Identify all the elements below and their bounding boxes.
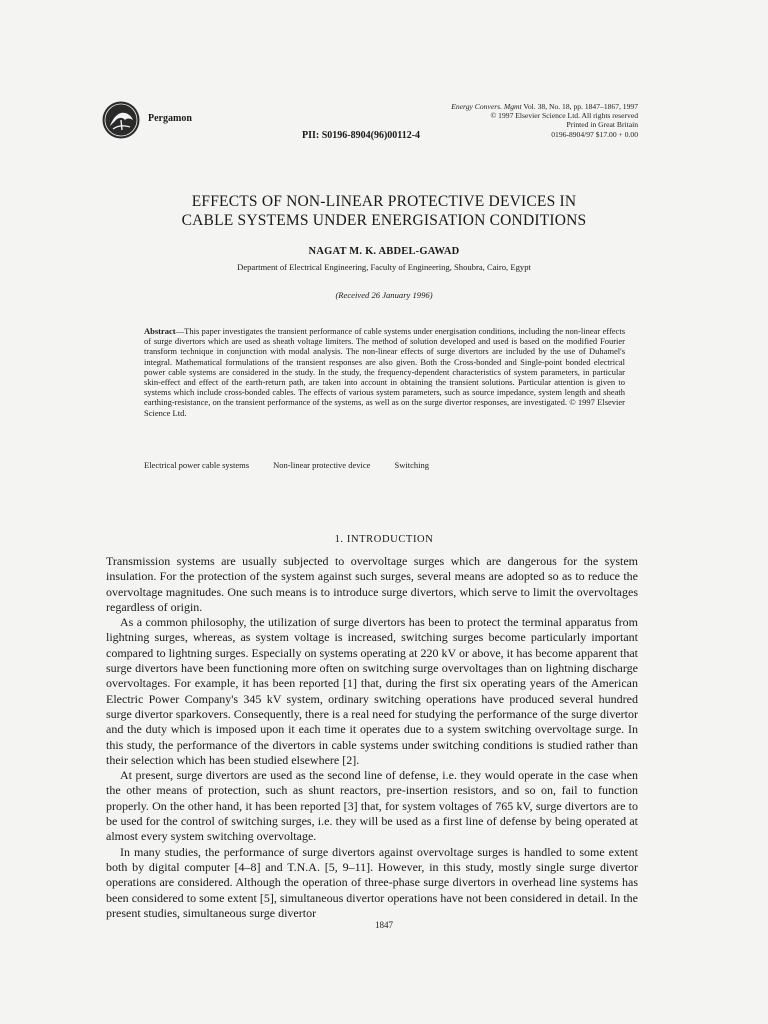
paragraph: In many studies, the performance of surge divertors against overvoltage surges is handled to some extent both by digital computer [4–8] and T.N.A. [5, 9–11]. However, in this study, mostly single surge divertor operations are considered. Although the operation of three-phase surge divertors in overhead line systems has been considered to some extent [5], simultaneous divertor operations have not been considered in detail. In the present studies, simultaneous surge divertor	[106, 844, 638, 920]
abstract	[144, 326, 625, 418]
paragraph: As a common philosophy, the utilization of surge divertors has been to protect the terminal apparatus from lightning surges, whereas, as system voltage is increased, switching surges become particularly important compared to lightning surges. Especially on systems operating at 220 kV or above, it has become apparent that surge divertors have been functioning more often on switching surge overvoltages than on lightning discharge overvoltages. For example, it has been reported [1] that, during the first six operating years of the American Electric Power Company's 345 kV system, ordinary switching operations have produced several hundred surge divertor sparkovers. Consequently, there is a real need for studying the performance of the surge divertor and the duty which is imposed upon it each time it operates due to a system switching overvoltage surge. In this study, the performance of the divertors in cable systems under switching conditions is studied rather than their selection which has been studied elsewhere [2].	[106, 615, 638, 767]
title-line-1: EFFECTS OF NON-LINEAR PROTECTIVE DEVICES IN	[191, 193, 577, 210]
pii-identifier: PII: S0196-8904(96)00112-4	[302, 130, 421, 141]
received-date: (Received 26 January 1996)	[335, 290, 433, 300]
price-line: 0196-8904/97 $17.00 + 0.00	[551, 129, 638, 139]
journal-name: Energy Convers. Mgmt	[451, 102, 522, 111]
section-heading: 1. INTRODUCTION	[334, 534, 434, 545]
paragraph: Transmission systems are usually subjected to overvoltage surges which are dangerous for the system insulation. For the protection of the system against such surges, several means are adopted so as to reduce the overvoltage magnitudes. One such means is to introduce surge divertors, which serve to limit the overvoltages regardless of origin.	[106, 554, 638, 614]
pergamon-logo-icon	[101, 100, 141, 140]
page-number: 1847	[375, 920, 393, 930]
printed-line: Printed in Great Britain	[566, 120, 638, 130]
title-line-2: CABLE SYSTEMS UNDER ENERGISATION CONDITIONS	[181, 212, 587, 229]
body-text	[106, 554, 638, 921]
keywords	[144, 460, 451, 470]
paragraph: At present, surge divertors are used as the second line of defense, i.e. they would operate in the case when the other means of protection, such as shunt reactors, pre-insertion resistors, and so on, fail to function properly. On the other hand, it has been reported [3] that, for system voltages of 765 kV, surge divertors are to be used for the control of switching surges, i.e. they will be used as a first line of defense by being operated at almost every system switching overvoltage.	[106, 768, 638, 844]
keyword: Electrical power cable systems	[144, 460, 250, 470]
journal-citation	[451, 102, 638, 139]
abstract-text: —This paper investigates the transient performance of cable systems under energisation conditions, including the non-linear effects of surge divertors which are used as sheath voltage limiters. The method of solution developed and used is based on the modified Fourier transform technique in conjunction with modal analysis. The non-linear effects of surge divertors are included by the use of Duhamel's integral. Mathematical formulations of the transient responses are also given. Both the Cross-bonded and Single-point bonded electrical power cable systems are considered in the study. In the study, the frequency-dependent characteristics of system parameters, in particular skin-effect and effect of the earth-return path, are taken into account in obtaining the transient solutions. Particular attention is given to systems which include cross-bonded cables. The effects of various system parameters, such as source impedance, system length and sheath earthing-resistance, on the transient performance of the systems, as well as on the surge divertor responses, are investigated. © 1997 Elsevier Science Ltd.	[144, 326, 625, 418]
journal-volume: Vol. 38, No. 18, pp. 1847–1867, 1997	[521, 102, 638, 111]
copyright-line: © 1997 Elsevier Science Ltd. All rights reserved	[490, 111, 638, 121]
author-affiliation: Department of Electrical Engineering, Faculty of Engineering, Shoubra, Cairo, Egypt	[237, 262, 531, 272]
journal-line-1	[451, 102, 638, 111]
author-name: NAGAT M. K. ABDEL-GAWAD	[308, 246, 460, 257]
keyword: Switching	[394, 460, 429, 470]
abstract-label: Abstract	[144, 326, 176, 336]
keyword: Non-linear protective device	[273, 460, 371, 470]
publisher-name: Pergamon	[148, 113, 192, 124]
paper-title	[110, 192, 658, 230]
